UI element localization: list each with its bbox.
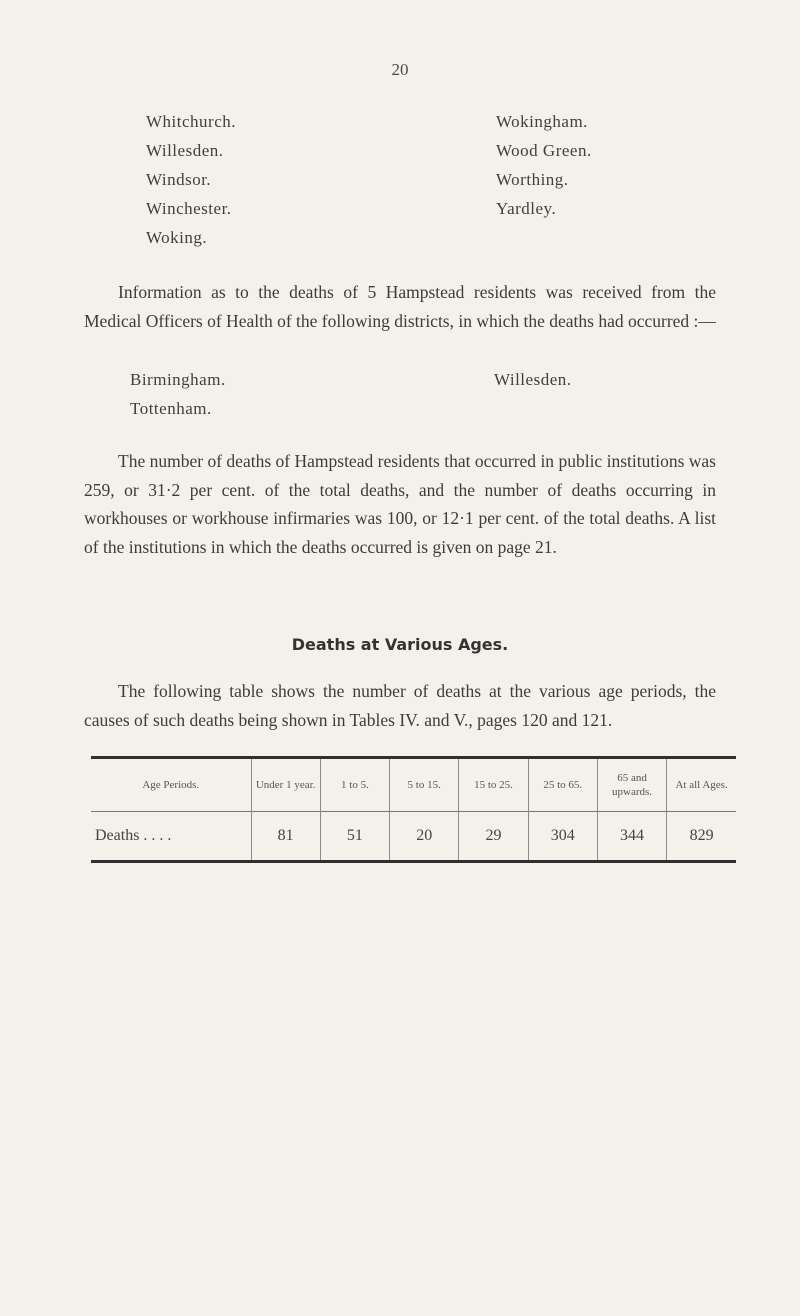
cell-value: 304: [528, 812, 597, 861]
cell-value: 829: [667, 812, 736, 861]
place-name: Wood Green.: [496, 141, 592, 160]
district-name: Tottenham.: [130, 399, 212, 418]
header-under-1: Under 1 year.: [251, 759, 320, 812]
age-table: [91, 759, 736, 860]
header-all-ages: At all Ages.: [667, 759, 736, 812]
paragraph-table-intro: The following table shows the number of deaths at the various age periods, the causes of such deaths being shown in Tables IV. and V., pages 120 and 121.: [84, 681, 716, 730]
header-25-to-65: 25 to 65.: [528, 759, 597, 812]
paragraph-institutions: The number of deaths of Hampstead residents that occurred in public institutions was 259, or 31·2 per cent. of the total deaths, and the number of deaths occurring in workhouses or workhouse infirmaries was 100, or 12·1 per cent. of the total deaths. A list of the institutions in which the deaths occurred is given on page 21.: [84, 451, 716, 557]
header-15-to-25: 15 to 25.: [459, 759, 528, 812]
table-row: [91, 812, 736, 861]
page-number: 20: [391, 60, 409, 79]
table-header-row: [91, 759, 736, 812]
place-name: Woking.: [146, 228, 208, 247]
place-name: Windsor.: [146, 170, 212, 189]
header-5-to-15: 5 to 15.: [390, 759, 459, 812]
place-name: Worthing.: [496, 170, 569, 189]
row-label-deaths: Deaths . . . .: [95, 827, 172, 844]
paragraph-districts: Information as to the deaths of 5 Hampstead residents was received from the Medical Officers of Health of the following districts, in which the deaths had occurred :—: [84, 282, 716, 331]
districts-list-right: [494, 365, 572, 394]
deaths-by-age-table: [91, 756, 736, 863]
cell-value: 81: [251, 812, 320, 861]
section-heading: Deaths at Various Ages.: [291, 635, 509, 654]
header-1-to-5: 1 to 5.: [320, 759, 389, 812]
cell-value: 344: [597, 812, 666, 861]
header-65-upwards: 65 and upwards.: [597, 759, 666, 812]
places-list-left: [146, 107, 236, 252]
places-list-right: [496, 107, 592, 223]
table-bottom-rule: [91, 860, 736, 863]
place-name: Winchester.: [146, 199, 232, 218]
district-name: Willesden.: [494, 370, 572, 389]
place-name: Whitchurch.: [146, 112, 236, 131]
district-name: Birmingham.: [130, 370, 226, 389]
cell-value: 20: [390, 812, 459, 861]
header-age-periods: Age Periods.: [142, 779, 200, 791]
districts-list-left: [130, 365, 226, 423]
place-name: Wokingham.: [496, 112, 588, 131]
place-name: Willesden.: [146, 141, 224, 160]
cell-value: 51: [320, 812, 389, 861]
place-name: Yardley.: [496, 199, 557, 218]
cell-value: 29: [459, 812, 528, 861]
